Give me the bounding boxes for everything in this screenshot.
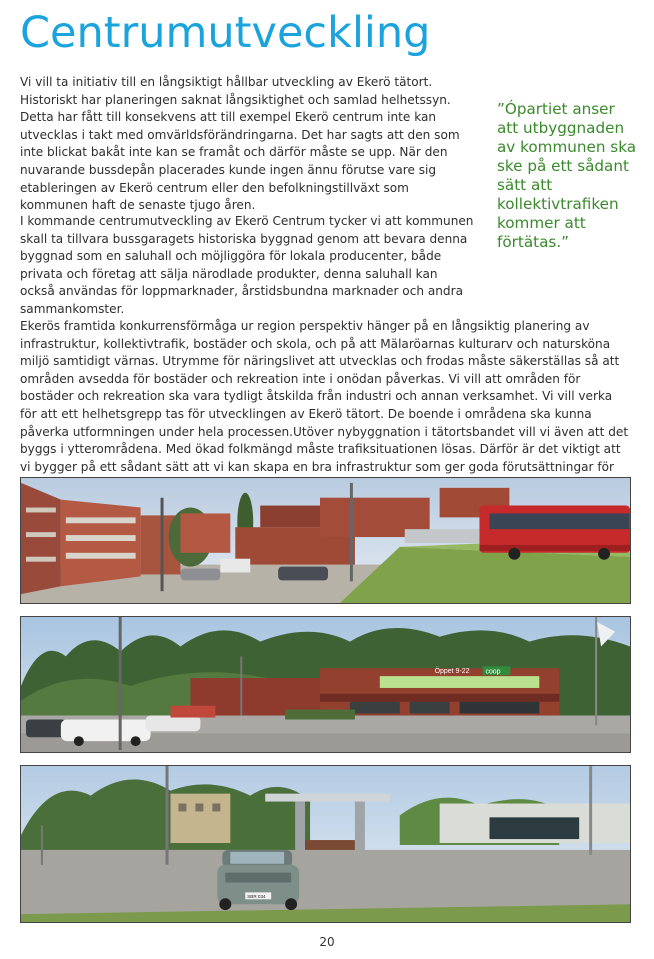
page-title: Centrumutveckling: [20, 8, 431, 58]
photo-coop-store: [20, 616, 631, 753]
paragraph-intro: Vi vill ta initiativ till en långsiktigt hållbar utveckling av Ekerö tätort. Historiskt har planeringen saknat långsiktighet och samlad helhetssyn. Detta har fått till konsekvens att till exempel Ekerö centrum inte kan utvecklas i takt med omvärldsförändringarna. Det har sagts att den som inte blickat bakåt inte kan se framåt och därför måste se upp. När den nuvarande bussdepån placerades kunde ingen ännu förutse vare sig etableringen av Ekerö centrum eller den befolkningstillväxt som kommunen haft de senaste tjugo åren.: [20, 75, 460, 213]
store-sign-hours: Öppet 9-22: [434, 668, 470, 676]
pull-quote: ”Ópartiet anser att utbyggnaden av kommunen ska ske på ett sådant sätt att kollektivtrafiken kommer att förtätas.”: [497, 100, 637, 251]
paragraph-infrastructure: Ekerös framtida konkurrensförmåga ur region perspektiv hänger på en långsiktig planering av infrastruktur, kollektivtrafik, bostäder och skola, och på att Mälaröarnas kulturarv och natursköna miljö samtidigt värnas. Utrymme för näringslivet att utvecklas och frodas måste säkerställas så att områden avsedda för bostäder och rekreation inte i onödan påverkas. Vi vill att områden för bostäder och rekreation ska vara tydligt åtskilda från industri och annan verksamhet. Vi vill verka för att ett helhetsgrepp tas för utvecklingen av Ekerö tätort. De boende i områdena ska kunna påverka utformningen under hela processen.Utöver nybyggnation i tätortsbandet vill vi även att det byggs i ytterområdena. Med ökad folkmängd måste trafiksituationen lösas. Därför är det viktigt att vi bygger på ett sådant sätt att vi kan skapa en bra infrastruktur som ger goda förutsättningar för: [20, 319, 629, 474]
store-sign-name: coop: [485, 668, 501, 676]
license-plate: SBR 034: [247, 893, 266, 899]
photo-parking-lot: [20, 765, 631, 923]
photo-bus-depot: [20, 477, 631, 604]
page-number: 20: [319, 935, 335, 949]
paragraph-saluhall: I kommande centrumutveckling av Ekerö Centrum tycker vi att kommunen skall ta tillvara bussgaragets historiska byggnad genom att bevara denna byggnad som en saluhall och möjliggöra för lokala producenter, både privata och företag att sälja närodlade produkter, denna saluhall kan också användas för loppmarknader, årstidsbundna marknader och andra sammankomster.: [20, 214, 474, 316]
